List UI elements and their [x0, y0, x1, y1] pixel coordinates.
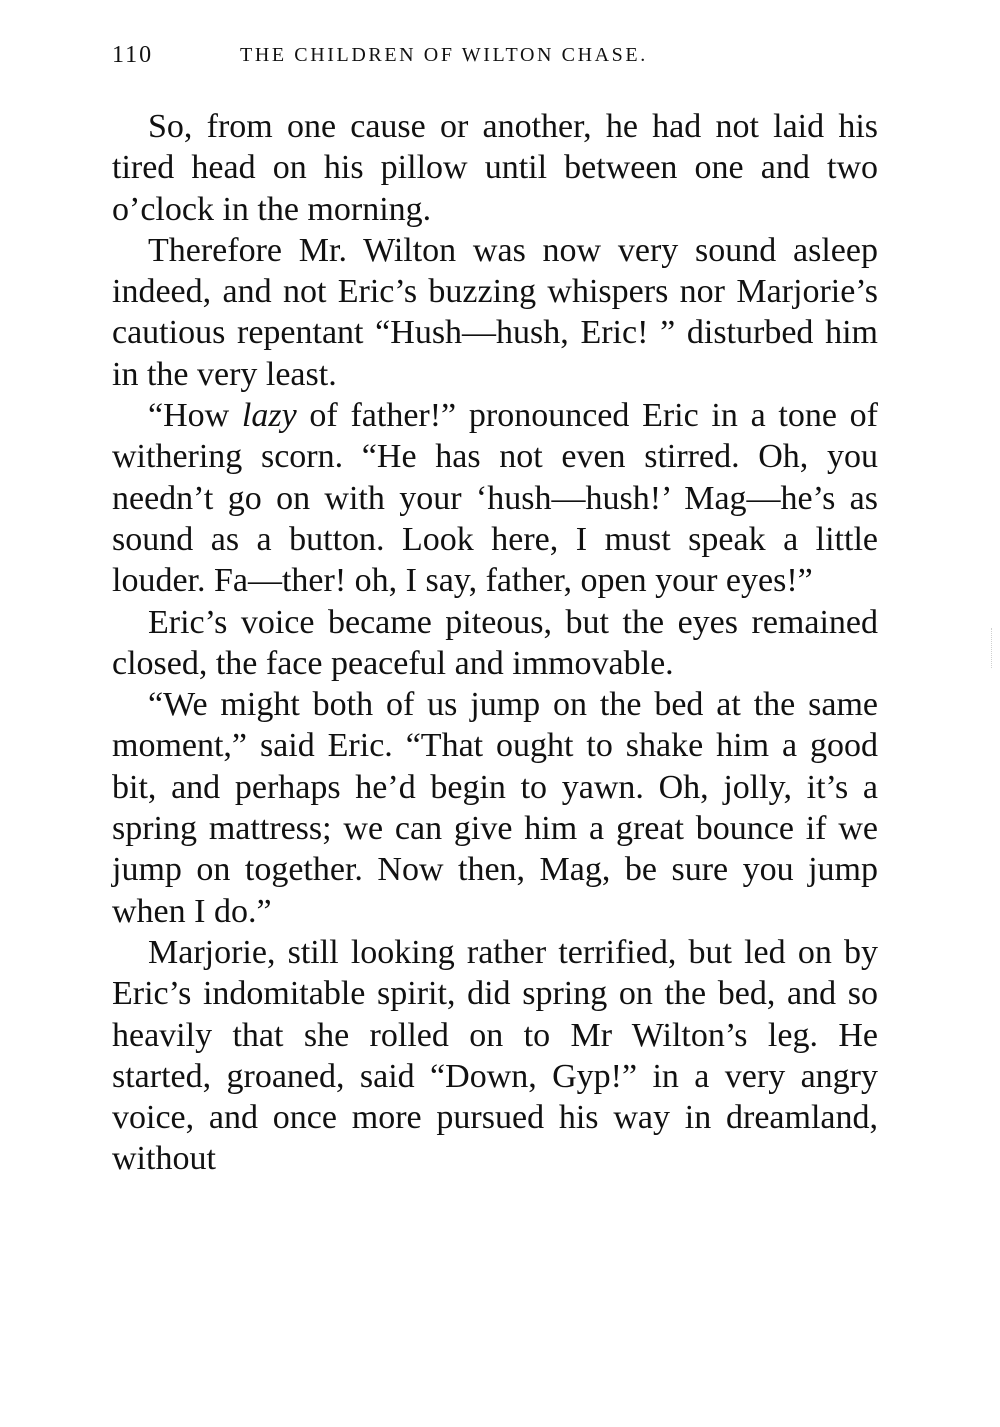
- paragraph-text: Marjorie, still looking rather terrified, but led on by Eric’s indomitable spirit, did spring on the bed, and so heavily that she rolled on to Mr Wilton’s leg. He started, groaned, said “Down, Gyp!” in a very angry voice, and once more pursued his way in dreamland, without: [112, 933, 878, 1178]
- scan-edge-mark: [991, 628, 995, 668]
- paragraph-2: [112, 230, 878, 395]
- running-head: [112, 42, 882, 82]
- paragraph-text: So, from one cause or another, he had not laid his tired head on his pillow until between one and two o’clock in the morning.: [112, 108, 878, 228]
- paragraph-3: [112, 395, 878, 601]
- paragraph-4: [112, 602, 878, 685]
- paragraph-text: “How: [148, 397, 242, 435]
- paragraph-6: [112, 932, 878, 1180]
- page-number: 110: [112, 42, 154, 68]
- running-title: THE CHILDREN OF WILTON CHASE.: [240, 44, 648, 66]
- paragraph-5: [112, 684, 878, 932]
- paragraph-text: Therefore Mr. Wilton was now very sound asleep indeed, and not Eric’s buzzing whispers nor Marjorie’s cautious repentant “Hush—hush, Eric! ” disturbed him in the very least.: [112, 231, 878, 393]
- paragraph-text: “We might both of us jump on the bed at the same moment,” said Eric. “That ought to shake him a good bit, and perhaps he’d begin to yawn. Oh, jolly, it’s a spring mattress; we can give him a great bounce if we jump on together. Now then, Mag, be sure you jump when I do.”: [112, 686, 878, 930]
- body-text: [112, 106, 878, 1180]
- paragraph-1: [112, 106, 878, 230]
- emphasized-word: lazy: [241, 397, 297, 435]
- paragraph-text: of father!” pronounced Eric in a tone of withering scorn. “He has not even stirred. Oh, you needn’t go on with your ‘hush—hush!’ Mag—he’s as sound as a button. Look here, I must speak a little louder. Fa—ther! oh, I say, father, open your eyes!”: [112, 397, 878, 600]
- paragraph-text: Eric’s voice became piteous, but the eyes remained closed, the face peaceful and immovable.: [112, 603, 878, 682]
